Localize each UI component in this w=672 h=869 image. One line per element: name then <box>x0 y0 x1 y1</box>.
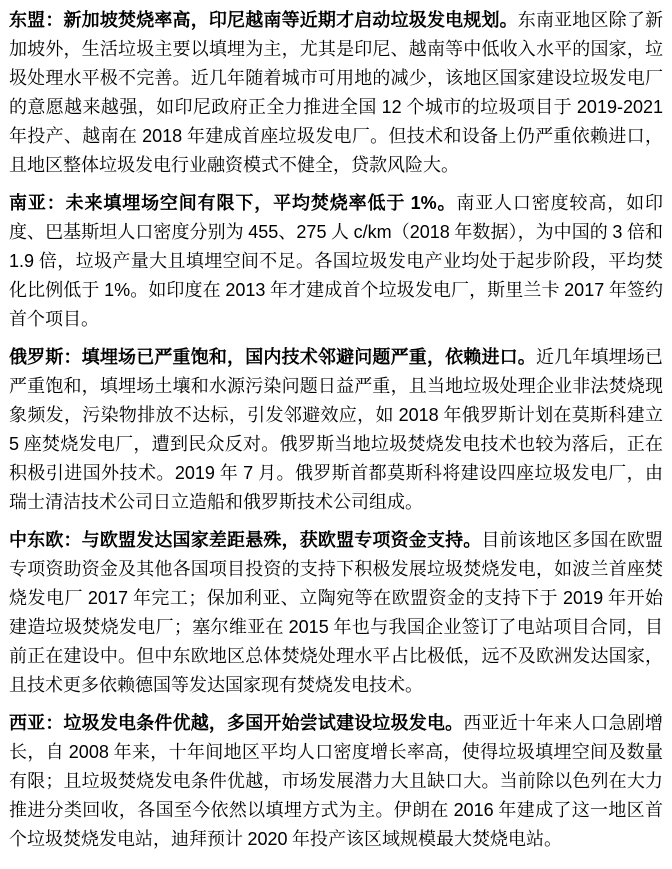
paragraph-asean-heading: 东盟：新加坡焚烧率高，印尼越南等近期才启动垃圾发电规划。 <box>9 10 518 30</box>
paragraph-west-asia-heading: 西亚：垃圾发电条件优越，多国开始尝试建设垃圾发电。 <box>9 713 464 733</box>
paragraph-south-asia-heading: 南亚：未来填埋场空间有限下，平均焚烧率低于 1%。 <box>9 193 457 213</box>
paragraph-russia <box>9 343 663 517</box>
paragraph-asean-body: 东南亚地区除了新加坡外，生活垃圾主要以填埋为主，尤其是印尼、越南等中低收入水平的国家，垃圾处理水平极不完善。近几年随着城市可用地的减少，该地区国家建设垃圾发电厂的意愿越来越强，如印尼政府正全力推进全国 12 个城市的垃圾项目于 2019-2021 年投产、越南在 2018 年建成首座垃圾发电厂。但技术和设备上仍严重依赖进口，且地区整体垃圾发电行业融资模式不健全，贷款风险大。 <box>9 10 664 175</box>
paragraph-russia-heading: 俄罗斯：填埋场已严重饱和，国内技术邻避问题严重，依赖进口。 <box>9 347 536 367</box>
paragraph-south-asia <box>9 189 663 334</box>
paragraph-cee-heading: 中东欧：与欧盟发达国家差距悬殊，获欧盟专项资金支持。 <box>9 530 482 550</box>
paragraph-west-asia-body: 西亚近十年来人口急剧增长，自 2008 年来，十年间地区平均人口密度增长率高，使得垃圾填埋空间及数量有限；且垃圾焚烧发电条件优越，市场发展潜力大且缺口大。当前除以色列在大力推进分类回收，各国至今依然以填埋方式为主。伊朗在 2016 年建成了这一地区首个垃圾焚烧发电站，迪拜预计 2020 年投产该区域规模最大焚烧电站。 <box>9 713 664 849</box>
paragraph-west-asia <box>9 709 663 854</box>
paragraph-cee-body: 目前该地区多国在欧盟专项资助资金及其他各国项目投资的支持下积极发展垃圾焚烧发电，如波兰首座焚烧发电厂 2017 年完工；保加利亚、立陶宛等在欧盟资金的支持下于 2019 年开始建造垃圾焚烧发电厂；塞尔维亚在 2015 年也与我国企业签订了电站项目合同，目前正在建设中。但中东欧地区总体焚烧处理水平占比极低，远不及欧洲发达国家，且技术更多依赖德国等发达国家现有焚烧发电技术。 <box>9 530 664 695</box>
paragraph-south-asia-body: 南亚人口密度较高，如印度、巴基斯坦人口密度分别为 455、275 人 c/km（2018 年数据），为中国的 3 倍和 1.9 倍，垃圾产量大且填埋空间不足。各国垃圾发电产业均处于起步阶段，平均焚化比例低于 1%。如印度在 2013 年才建成首个垃圾发电厂，斯里兰卡 2017 年签约首个项目。 <box>9 193 664 329</box>
paragraph-russia-body: 近几年填埋场已严重饱和，填埋场土壤和水源污染问题日益严重，且当地垃圾处理企业非法焚烧现象频发，污染物排放不达标，引发邻避效应，如 2018 年俄罗斯计划在莫斯科建立 5 座焚烧发电厂，遭到民众反对。俄罗斯当地垃圾焚烧发电技术也较为落后，正在积极引进国外技术。2019 年 7 月。俄罗斯首都莫斯科将建设四座垃圾发电厂，由瑞士清洁技术公司日立造船和俄罗斯技术公司组成。 <box>9 347 664 512</box>
paragraph-asean <box>9 6 663 180</box>
paragraph-cee <box>9 526 663 700</box>
